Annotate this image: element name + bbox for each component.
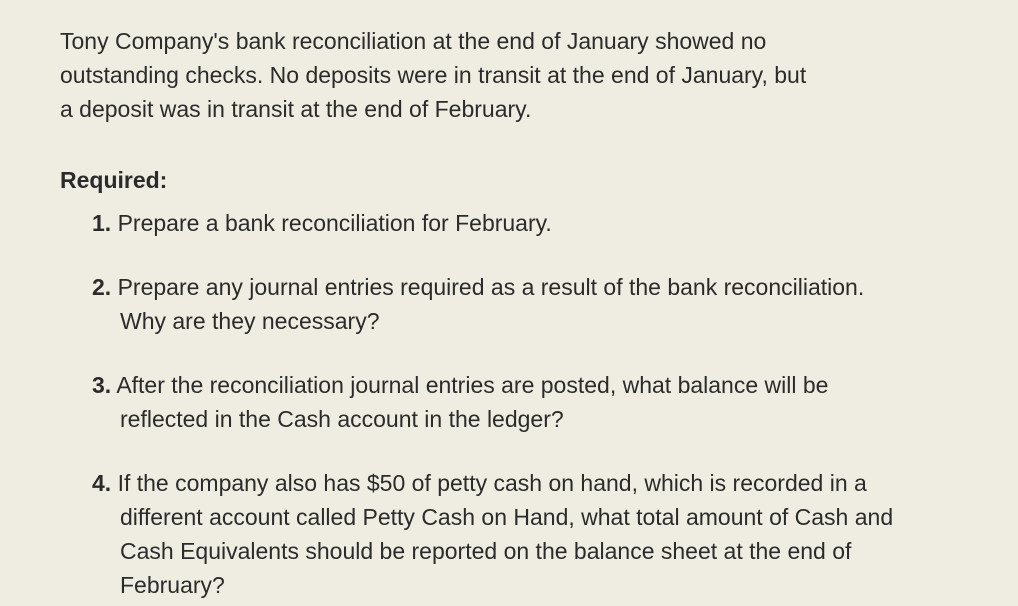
required-heading: Required:	[60, 167, 168, 193]
intro-line: outstanding checks. No deposits were in transit at the end of January, but	[60, 62, 807, 88]
intro-line: a deposit was in transit at the end of February.	[60, 96, 532, 122]
item-text: reflected in the Cash account in the ledger?	[120, 406, 564, 432]
item-number: 2.	[92, 274, 112, 300]
item-number: 4.	[92, 470, 112, 496]
item-text: Prepare a bank reconciliation for February.	[117, 210, 552, 236]
item-number: 1.	[92, 210, 112, 236]
item-text: Why are they necessary?	[120, 308, 380, 334]
required-item-1	[92, 206, 1002, 240]
item-text: If the company also has $50 of petty cash on hand, which is recorded in a	[117, 470, 867, 496]
required-item-4	[92, 466, 1002, 602]
intro-line: Tony Company's bank reconciliation at the end of January showed no	[60, 28, 767, 54]
item-number: 3.	[92, 372, 112, 398]
item-text: different account called Petty Cash on Hand, what total amount of Cash and	[120, 504, 894, 530]
required-item-3	[92, 368, 1002, 436]
required-item-2	[92, 270, 1002, 338]
item-text: February?	[120, 572, 225, 598]
item-text: After the reconciliation journal entries are posted, what balance will be	[116, 372, 829, 398]
item-text: Prepare any journal entries required as a result of the bank reconciliation.	[117, 274, 865, 300]
intro-paragraph	[60, 24, 960, 126]
item-text: Cash Equivalents should be reported on the balance sheet at the end of	[120, 538, 852, 564]
